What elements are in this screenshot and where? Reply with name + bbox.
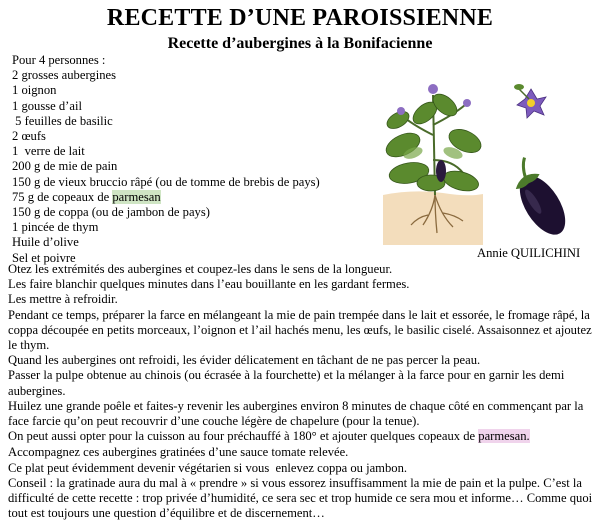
- closing-line: Accompagnez ces aubergines gratinées d’une sauce tomate relevée.: [8, 445, 349, 460]
- ingredient-item: 1 gousse d’ail: [12, 98, 82, 113]
- eggplant-plant-illustration: [383, 75, 595, 245]
- closing-line: Conseil : la gratinade aura du mal à « prendre » si vous essorez insuffisamment la mie de pain et la pulpe. C’est la difficulté de cette recette : trop privée d’humidité, ce sera sec et trop humide ce sera mou et informe… Comme quoi tout est toujours une question d’équilibre et de discernement…: [8, 475, 593, 521]
- ingredient-item: 150 g de coppa (ou de jambon de pays): [12, 205, 210, 220]
- ingredient-item-parmesan: [12, 190, 392, 205]
- ingredient-item: 1 pincée de thym: [12, 220, 99, 235]
- ingredient-item: 1 oignon: [12, 83, 57, 98]
- closing-line: Ce plat peut évidemment devenir végétarien si vous enlevez coppa ou jambon.: [8, 460, 408, 475]
- page-title: RECETTE D’UNE PAROISSIENNE: [106, 5, 494, 31]
- recipe-subtitle: Recette d’aubergines à la Bonifacienne: [167, 35, 433, 52]
- preparation-steps: [8, 262, 596, 521]
- ingredient-item: Huile d’olive: [12, 235, 79, 250]
- ingredient-item: 200 g de mie de pain: [12, 159, 118, 174]
- step: Les mettre à refroidir.: [8, 292, 118, 307]
- author-name: Annie QUILICHINI: [477, 246, 581, 260]
- step: Les faire blanchir quelques minutes dans l’eau bouillante en les gardant fermes.: [8, 277, 410, 292]
- step: Pendant ce temps, préparer la farce en mélangeant la mie de pain trempée dans le lait et essorée, le fromage râpé, la coppa découpée en petits morceaux, l’oignon et l’ail hachés menu, les œufs, le basilic ciselé. Assaisonnez et ajoutez le thym.: [8, 307, 592, 353]
- ingredient-item: 2 grosses aubergines: [12, 68, 116, 83]
- ingredient-text: 75 g de copeaux de: [12, 189, 113, 204]
- ingredient-item: Sel et poivre: [12, 250, 76, 265]
- ingredient-item: 150 g de vieux bruccio râpé (ou de tomme de brebis de pays): [12, 174, 320, 189]
- ingredient-item: 5 feuilles de basilic: [12, 113, 113, 128]
- ingredients-intro: Pour 4 personnes :: [12, 53, 106, 67]
- step: Otez les extrémités des aubergines et coupez-les dans le sens de la longueur.: [8, 262, 393, 276]
- parmesan-highlight: parmesan: [112, 189, 161, 204]
- step: Huilez une grande poêle et faites-y revenir les aubergines environ 8 minutes de chaque côté en commençant par la face farcie qu’on peut recouvrir d’une couche légère de chapelure (pour la tenue).: [8, 398, 584, 429]
- ingredient-item: 1 verre de lait: [12, 144, 85, 159]
- step: Passer la pulpe obtenue au chinois (ou écrasée à la fourchette) et la mélanger à la farce pour en garnir les demi aubergines.: [8, 368, 565, 398]
- ingredients-list: [12, 53, 392, 266]
- step-oven: [8, 429, 596, 444]
- ingredient-item: 2 œufs: [12, 129, 46, 144]
- parmesan-highlight: parmesan.: [478, 429, 530, 444]
- step: Quand les aubergines ont refroidi, les évider délicatement en tâchant de ne pas percer la peau.: [8, 353, 481, 368]
- step-text: On peut aussi opter pour la cuisson au four préchauffé à 180° et ajouter quelques copeaux de: [8, 429, 479, 444]
